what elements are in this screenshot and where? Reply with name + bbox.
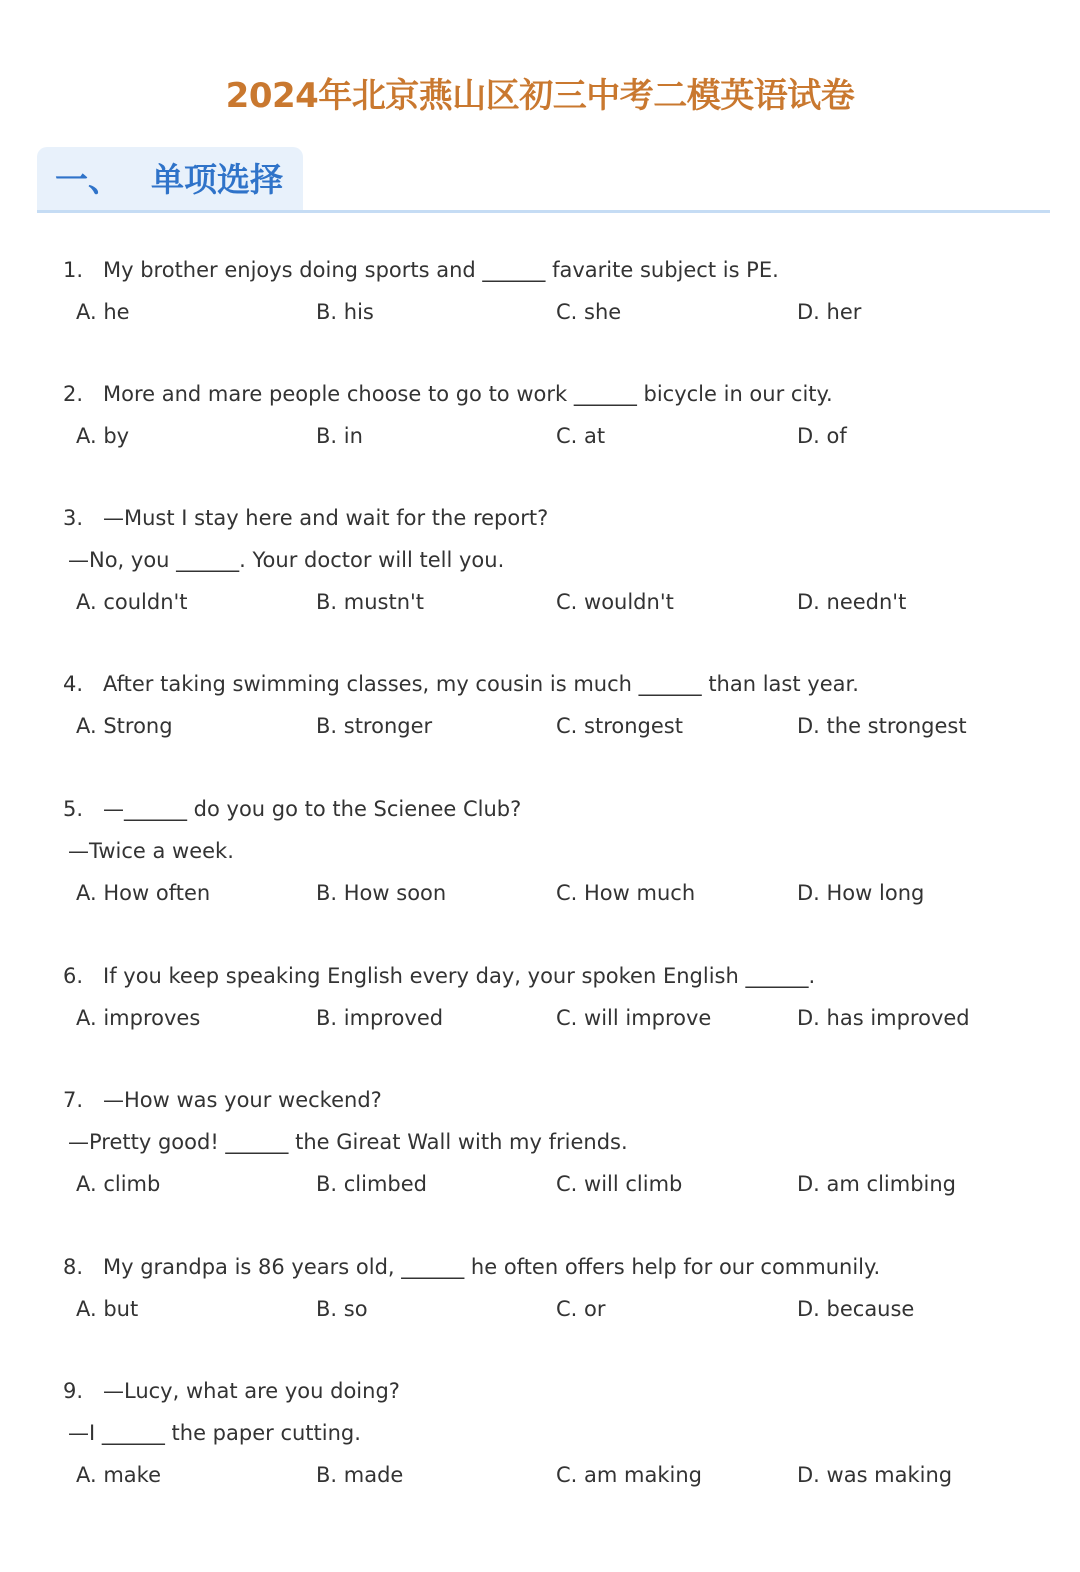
- question-number: 4.: [63, 672, 84, 696]
- question-number: 8.: [63, 1255, 84, 1279]
- question-text: My brother enjoys doing sports and ______ favarite subject is PE.: [103, 258, 779, 282]
- question-reply: [68, 545, 504, 575]
- question-number: 9.: [63, 1379, 84, 1403]
- option-d[interactable]: D. am climbing: [797, 1172, 956, 1196]
- question-stem: [63, 794, 521, 824]
- question-text: If you keep speaking English every day, your spoken English ______.: [103, 964, 816, 988]
- option-d[interactable]: D. the strongest: [797, 714, 967, 738]
- option-a[interactable]: A. Strong: [76, 714, 173, 738]
- option-c[interactable]: C. she: [556, 300, 622, 324]
- question-reply: [68, 1127, 628, 1157]
- option-a[interactable]: A. improves: [76, 1006, 201, 1030]
- section-header: [37, 147, 303, 211]
- option-c[interactable]: C. am making: [556, 1463, 702, 1487]
- question-number: 5.: [63, 797, 84, 821]
- question-number: 2.: [63, 382, 84, 406]
- question-reply: [68, 1418, 361, 1448]
- question-number: 3.: [63, 506, 84, 530]
- question-text: —Pretty good! ______ the Gireat Wall with my friends.: [68, 1130, 628, 1154]
- option-c[interactable]: C. will climb: [556, 1172, 683, 1196]
- option-d[interactable]: D. has improved: [797, 1006, 970, 1030]
- option-b[interactable]: B. How soon: [316, 881, 447, 905]
- section-number: 一、: [55, 160, 121, 199]
- option-d[interactable]: D. needn't: [797, 590, 907, 614]
- question-stem: [63, 669, 859, 699]
- question-stem: [63, 1085, 382, 1115]
- question-stem: [63, 255, 779, 285]
- option-b[interactable]: B. so: [316, 1297, 368, 1321]
- question-stem: [63, 503, 548, 533]
- option-b[interactable]: B. stronger: [316, 714, 433, 738]
- option-d[interactable]: D. her: [797, 300, 862, 324]
- option-c[interactable]: C. will improve: [556, 1006, 712, 1030]
- option-a[interactable]: A. climb: [76, 1172, 161, 1196]
- question-text: —Must I stay here and wait for the report?: [103, 506, 549, 530]
- option-c[interactable]: C. How much: [556, 881, 696, 905]
- question-stem: [63, 379, 833, 409]
- option-b[interactable]: B. mustn't: [316, 590, 425, 614]
- section-divider: [37, 210, 1050, 213]
- option-b[interactable]: B. improved: [316, 1006, 444, 1030]
- option-d[interactable]: D. was making: [797, 1463, 953, 1487]
- exam-title: 2024年北京燕山区初三中考二模英语试卷: [225, 76, 855, 116]
- option-a[interactable]: A. couldn't: [76, 590, 188, 614]
- question-text: —How was your weckend?: [103, 1088, 382, 1112]
- question-number: 6.: [63, 964, 84, 988]
- option-a[interactable]: A. How often: [76, 881, 211, 905]
- option-c[interactable]: C. wouldn't: [556, 590, 674, 614]
- question-stem: [63, 1252, 880, 1282]
- question-text: —No, you ______. Your doctor will tell you.: [68, 548, 505, 572]
- question-reply: [68, 836, 234, 866]
- option-c[interactable]: C. or: [556, 1297, 606, 1321]
- question-text: —Lucy, what are you doing?: [103, 1379, 400, 1403]
- question-text: —Twice a week.: [68, 839, 234, 863]
- section-label: 单项选择: [151, 160, 283, 199]
- question-text: After taking swimming classes, my cousin is much ______ than last year.: [103, 672, 859, 696]
- option-a[interactable]: A. by: [76, 424, 130, 448]
- question-text: —______ do you go to the Scienee Club?: [103, 797, 522, 821]
- question-text: My grandpa is 86 years old, ______ he often offers help for our communily.: [103, 1255, 881, 1279]
- question-text: —I ______ the paper cutting.: [68, 1421, 361, 1445]
- option-a[interactable]: A. make: [76, 1463, 162, 1487]
- option-d[interactable]: D. How long: [797, 881, 925, 905]
- question-stem: [63, 961, 815, 991]
- question-number: 1.: [63, 258, 84, 282]
- question-stem: [63, 1376, 400, 1406]
- option-d[interactable]: D. of: [797, 424, 847, 448]
- option-c[interactable]: C. at: [556, 424, 606, 448]
- option-b[interactable]: B. his: [316, 300, 374, 324]
- option-b[interactable]: B. in: [316, 424, 363, 448]
- option-b[interactable]: B. climbed: [316, 1172, 428, 1196]
- option-b[interactable]: B. made: [316, 1463, 404, 1487]
- question-number: 7.: [63, 1088, 84, 1112]
- question-text: More and mare people choose to go to work ______ bicycle in our city.: [103, 382, 833, 406]
- option-a[interactable]: A. he: [76, 300, 130, 324]
- option-a[interactable]: A. but: [76, 1297, 139, 1321]
- option-d[interactable]: D. because: [797, 1297, 915, 1321]
- option-c[interactable]: C. strongest: [556, 714, 683, 738]
